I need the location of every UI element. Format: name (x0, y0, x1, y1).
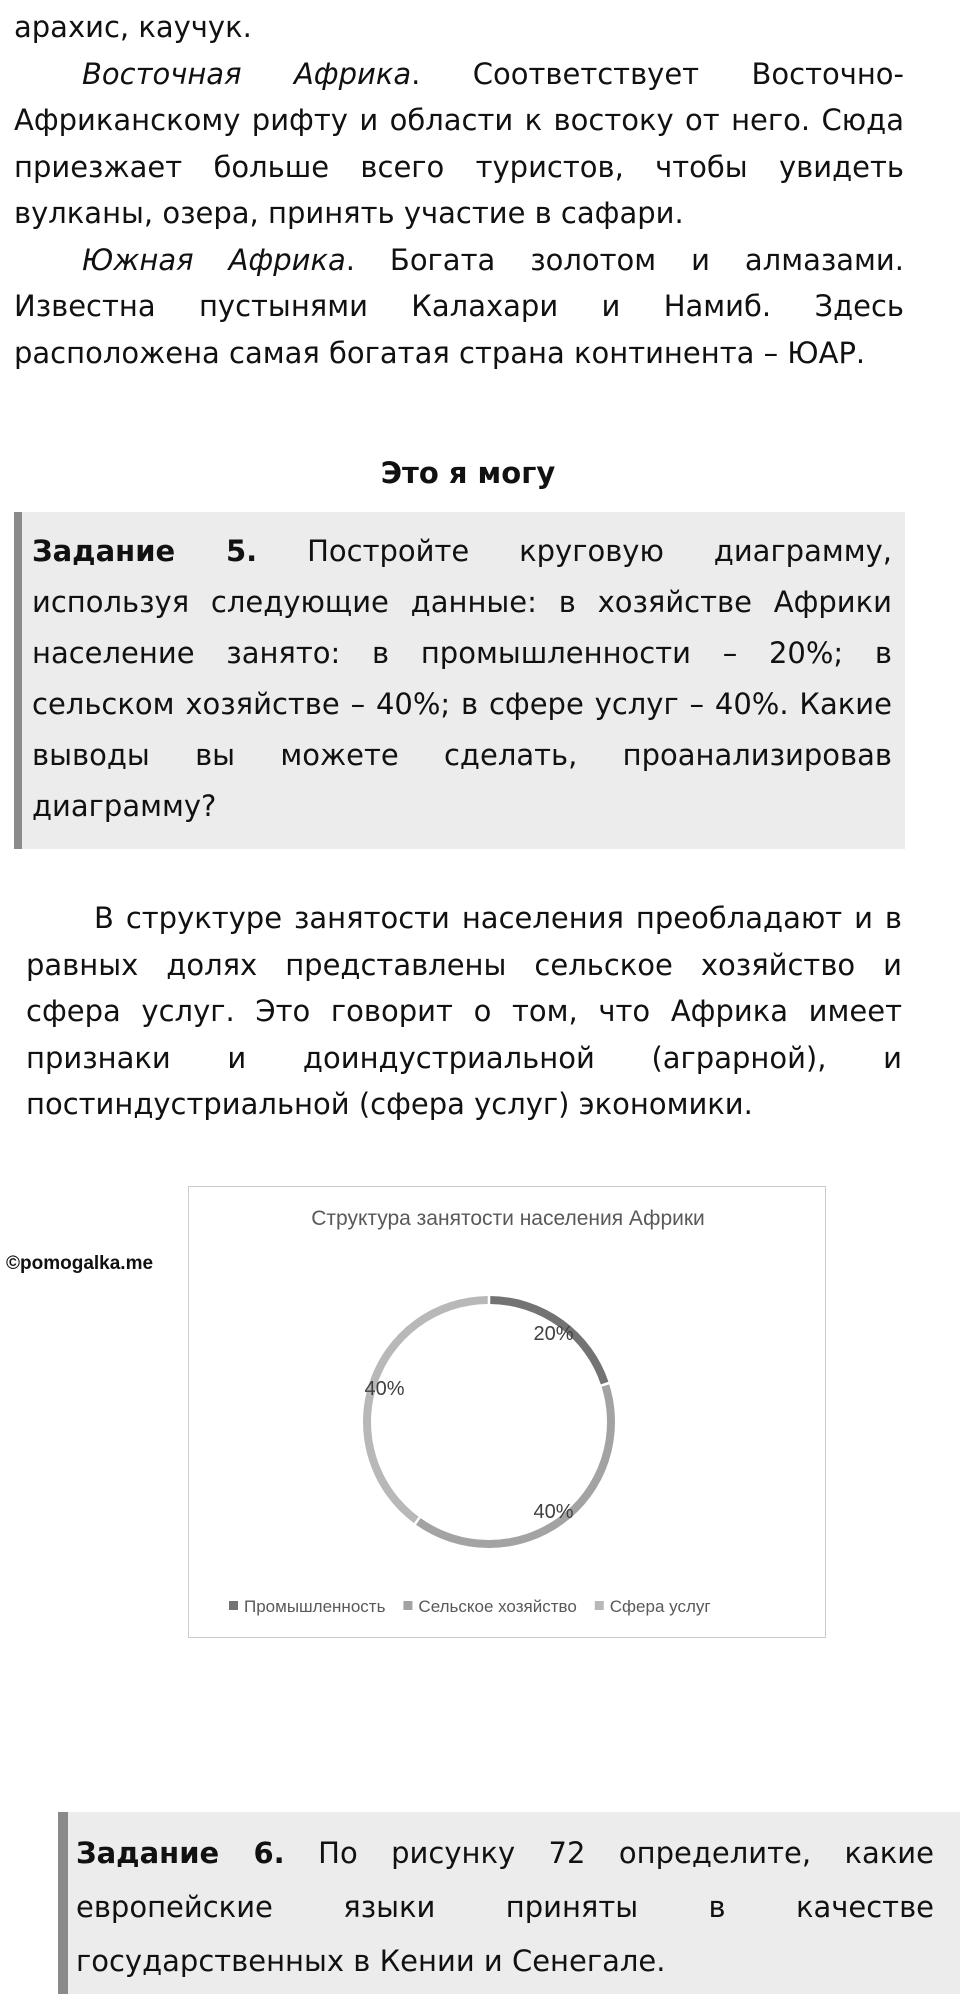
section-heading: Это я могу (380, 456, 556, 490)
task-6-accent-bar (58, 1812, 68, 1994)
chart-data-labels (365, 1323, 574, 1523)
legend-label: Сфера услуг (609, 1597, 711, 1616)
intro-text (14, 4, 904, 376)
doughnut-chart (189, 1187, 827, 1639)
south-africa-paragraph (14, 237, 904, 377)
watermark: ©pomogalka.me (6, 1253, 154, 1274)
legend-label: Сельское хозяйство (418, 1597, 577, 1616)
task-5-text (32, 526, 892, 832)
legend-swatch (595, 1601, 604, 1610)
task-6-body: По рисунку 72 определите, какие европейские языки приняты в качестве государственных в Кении и Сенегале. (76, 1836, 935, 1978)
task-6-text (76, 1826, 934, 1988)
chart-title: Структура занятости населения Африки (311, 1207, 705, 1230)
legend-swatch (229, 1601, 238, 1610)
chart-legend (229, 1597, 711, 1616)
slice-services (364, 1300, 488, 1520)
legend-item-services (595, 1597, 711, 1616)
east-africa-text: . Соответствует Восточно-Африканскому рифту и области к востоку от него. Сюда приезжает больше всего туристов, чтобы увидеть вулканы, озера, принять участие в сафари. (14, 56, 905, 230)
task-5-box (14, 512, 905, 849)
chart-slices (364, 1300, 611, 1544)
legend-item-industry (229, 1597, 386, 1616)
task-5-label: Задание 5. (32, 534, 258, 568)
task-6-box (58, 1812, 960, 1994)
task-5-accent-bar (14, 512, 22, 849)
answer-paragraph: В структуре занятости населения преобладают и в равных долях представлены сельское хозяйство и сфера услуг. Это говорит о том, что Африка имеет признаки и доиндустриальной (аграрной), и постиндустриальной (сфера услуг) экономики. (26, 901, 902, 1121)
data-label-agriculture: 40% (533, 1500, 574, 1523)
legend-item-agriculture (403, 1597, 576, 1616)
task-5-body: Постройте круговую диаграмму, используя следующие данные: в хозяйстве Африки население занято: в промышленности – 20%; в сельском хозяйстве – 40%; в сфере услуг – 40%. Какие выводы вы можете сделать, проанализировав диаграмму? (32, 534, 892, 823)
east-africa-paragraph (14, 51, 904, 237)
east-africa-title: Восточная Африка (82, 56, 412, 91)
south-africa-title: Южная Африка (82, 242, 346, 277)
chart-frame (188, 1186, 826, 1638)
task-6-label: Задание 6. (76, 1836, 285, 1870)
intro-line: арахис, каучук. (14, 10, 252, 44)
data-label-services: 40% (364, 1378, 405, 1401)
legend-label: Промышленность (244, 1597, 386, 1616)
south-africa-text: . Богата золотом и алмазами. Известна пустынями Калахари и Намиб. Здесь расположена самая богатая страна континента – ЮАР. (14, 242, 904, 370)
data-label-industry: 20% (533, 1323, 574, 1346)
legend-swatch (403, 1601, 412, 1610)
slice-agriculture (418, 1386, 611, 1544)
